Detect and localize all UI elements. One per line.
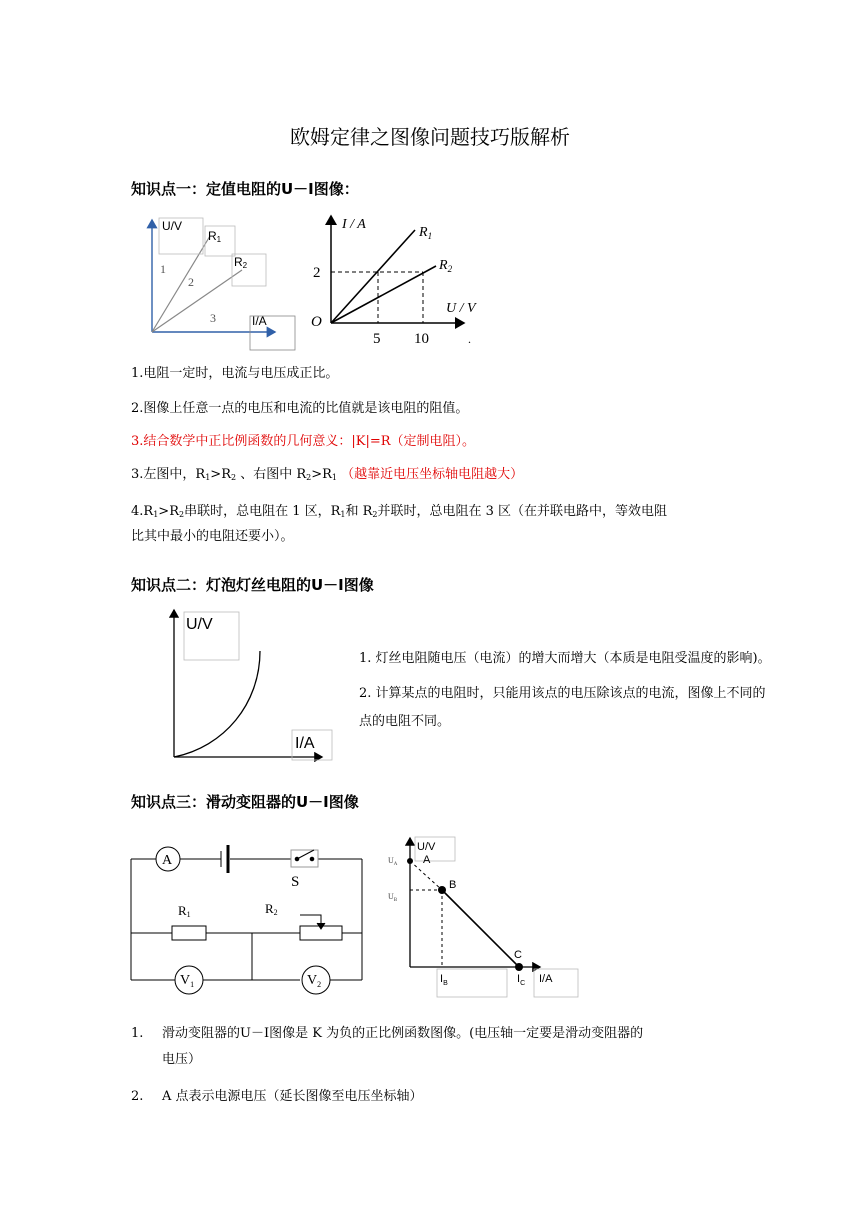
section2-heading: 知识点二：灯泡灯丝电阻的U－Ⅰ图像 bbox=[131, 576, 374, 594]
page-title: 欧姆定律之图像问题技巧版解析 bbox=[290, 125, 570, 149]
s3-item-1-number: 1. bbox=[131, 1026, 144, 1041]
origin-label: O bbox=[311, 314, 322, 330]
y-axis-label: U/V bbox=[417, 841, 436, 853]
tick-y-2: 2 bbox=[313, 265, 321, 281]
trailing-dot: . bbox=[468, 332, 471, 346]
r2-label: R2 bbox=[265, 901, 278, 917]
ua-label: $U_A$ bbox=[388, 856, 398, 867]
r2-label: $R_2$ bbox=[439, 258, 453, 274]
current-voltage-graph bbox=[306, 212, 486, 350]
ic-label: $I_C$ bbox=[517, 973, 526, 987]
s1-point-1: 1.电阻一定时，电流与电压成正比。 bbox=[131, 366, 339, 381]
s1-point-5: $4.R_1>R_2$串联时，总电阻在 1 区，$R_1$和 $R_2$并联时，总电阻在 3 区（在并联电路中，等效电阻 bbox=[131, 504, 668, 519]
fixed-resistor-ui-diagram bbox=[140, 212, 300, 354]
region-2-label: 2 bbox=[188, 275, 194, 289]
tick-x-5: 5 bbox=[373, 331, 381, 347]
section1-heading: 知识点一：定值电阻的U－I图像： bbox=[131, 180, 359, 198]
ammeter-label: A bbox=[162, 853, 173, 868]
s1-point-2: 2.图像上任意一点的电压和电流的比值就是该电阻的阻值。 bbox=[131, 401, 469, 416]
voltmeter-1-label: $V_1$ bbox=[180, 973, 195, 989]
s3-item-1-line1: 滑动变阻器的U－Ⅰ图像是 K 为负的正比例函数图像。(电压轴一定要是滑动变阻器的 bbox=[162, 1026, 644, 1041]
r1-label: $R_1$ bbox=[419, 225, 433, 241]
s1-point-4: 3.左图中，$R_1>R_2$ 、右图中 $R_2>R_1$ （越靠近电压坐标轴电阻越大） bbox=[131, 467, 524, 482]
filament-ui-diagram bbox=[162, 604, 334, 766]
tick-x-10: 10 bbox=[414, 331, 429, 347]
point-c-label: C bbox=[514, 949, 522, 961]
point-b-label: B bbox=[449, 879, 457, 891]
rheostat-ui-graph bbox=[380, 832, 580, 1000]
region-1-label: 1 bbox=[160, 262, 166, 276]
s1-point-3: 3.结合数学中正比例函数的几何意义：|K|=R（定制电阻）。 bbox=[131, 434, 476, 449]
s1-point-5-cont: 比其中最小的电阻还要小）。 bbox=[131, 529, 294, 544]
x-axis-label: I/A bbox=[252, 314, 267, 328]
region-3-label: 3 bbox=[210, 311, 216, 325]
voltmeter-2-label: $V_2$ bbox=[307, 973, 322, 989]
ub-label: $U_B$ bbox=[388, 892, 398, 903]
s3-item-2-number: 2. bbox=[131, 1089, 144, 1104]
s3-item-1-line2: 电压） bbox=[162, 1052, 202, 1067]
section3-heading: 知识点三：滑动变阻器的U－Ⅰ图像 bbox=[131, 793, 359, 811]
s2-point-2-line2: 点的电阻不同。 bbox=[359, 714, 451, 729]
s2-point-2-line1: 2. 计算某点的电阻时，只能用该点的电压除该点的电流，图像上不同的 bbox=[359, 686, 766, 701]
s3-item-2: A 点表示电源电压（延长图像至电压坐标轴） bbox=[162, 1089, 423, 1104]
ib-label: $I_B$ bbox=[440, 973, 448, 987]
point-a-label: A bbox=[423, 854, 431, 866]
y-axis-label: I / A bbox=[342, 217, 366, 232]
s2-point-1: 1. 灯丝电阻随电压（电流）的增大而增大（本质是电阻受温度的影响)。 bbox=[359, 651, 771, 666]
x-axis-label: I/A bbox=[295, 735, 315, 752]
y-axis-label: U/V bbox=[162, 219, 183, 233]
x-axis-label: U / V bbox=[446, 301, 476, 316]
r1-label: R1 bbox=[178, 903, 191, 919]
y-axis-label: U/V bbox=[186, 616, 213, 633]
x-axis-label: I/A bbox=[539, 973, 553, 985]
switch-label: S bbox=[291, 874, 300, 890]
r1-label: R1 bbox=[208, 229, 222, 244]
circuit-diagram bbox=[128, 838, 368, 1000]
r2-label: R2 bbox=[234, 255, 248, 270]
